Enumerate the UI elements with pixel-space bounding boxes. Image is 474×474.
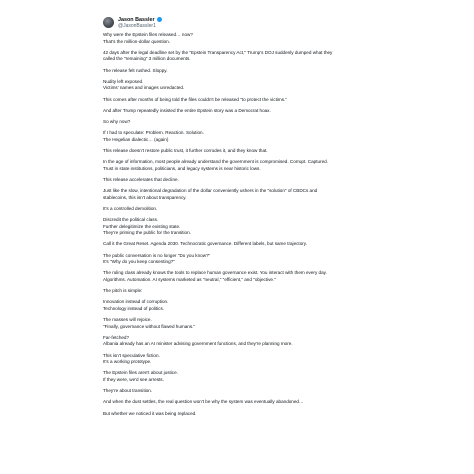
post-paragraph xyxy=(103,370,433,383)
post-text-line: If I had to speculate: Problem. Reaction. Solution. xyxy=(103,130,204,136)
post-text-line: If they were, we'd see arrests. xyxy=(103,377,164,383)
post-paragraph xyxy=(103,399,433,406)
post-paragraph xyxy=(103,317,433,330)
post-paragraph xyxy=(103,32,433,45)
post-text-line: Far-fetched? xyxy=(103,334,130,340)
post-text-line: They're about transition. xyxy=(103,388,153,394)
avatar[interactable] xyxy=(103,17,114,28)
post-paragraph xyxy=(103,288,433,295)
post-text-line: It's a controlled demolition. xyxy=(103,205,158,211)
post-text-line: Victims' names and images unredacted. xyxy=(103,85,185,91)
post-text-line: The public conversation is no longer "Do you know?" xyxy=(103,252,211,258)
post-paragraph xyxy=(103,270,433,283)
post-text-line: Just like the slow, intentional degradation of the dollar conveniently ushers in the "solution" of CBDCs and xyxy=(103,188,318,194)
post-paragraph xyxy=(103,335,433,348)
post-text-line: That's the million-dollar question. xyxy=(103,38,171,44)
display-name[interactable]: Jason Bassler xyxy=(118,16,155,23)
post-text-line: It's a working prototype. xyxy=(103,359,152,365)
post-paragraph xyxy=(103,217,433,237)
post-text-line: Discredit the political class. xyxy=(103,217,159,222)
post-text-line: And after Trump repeatedly insisted the entire Epstein story was a Democrat hoax. xyxy=(103,107,271,113)
post-paragraph xyxy=(103,50,433,63)
post-paragraph xyxy=(103,353,433,366)
post-paragraph xyxy=(103,253,433,266)
post-text-line: called the "remaining" 3 million documents. xyxy=(103,56,191,62)
post-text-line: But whether we noticed it was being replaced. xyxy=(103,410,197,416)
post-text-line: 42 days after the legal deadline set by the "Epstein Transparency Act," Trump's DOJ suddenly dumped what they xyxy=(103,49,333,55)
post-text-line: stablecoins, this isn't about transparency. xyxy=(103,194,187,200)
post-text-line: This release doesn't restore public trust, it further corrodes it, and they know that. xyxy=(103,147,268,153)
post-paragraph xyxy=(103,119,433,126)
post-text-line: This isn't speculative fiction. xyxy=(103,352,160,358)
post-paragraph xyxy=(103,97,433,104)
verified-badge-icon xyxy=(157,17,162,22)
post-text-line: The pitch is simple: xyxy=(103,288,143,294)
post-paragraph xyxy=(103,299,433,312)
post-text-line: And when the dust settles, the real question won't be why the system was eventually abandoned… xyxy=(103,399,304,405)
post-text-line: Technology instead of politics. xyxy=(103,305,165,311)
author-names xyxy=(118,17,162,29)
post-text-line: This comes after months of being told the files couldn't be released "to protect the victims." xyxy=(103,96,287,102)
post-paragraph xyxy=(103,79,433,92)
post-text-line: In the age of information, most people already understand the government is compromised. Corrupt. Captured. xyxy=(103,159,328,165)
post-paragraph xyxy=(103,188,433,201)
post-text-line: Albania already has an AI minister advising government functions, and they're planning more. xyxy=(103,341,293,347)
post-paragraph xyxy=(103,411,433,418)
post-text-line: Nudity left exposed. xyxy=(103,78,144,84)
post-text-line: The Epstein files aren't about justice. xyxy=(103,370,178,376)
post-paragraph xyxy=(103,177,433,184)
post-paragraph xyxy=(103,148,433,155)
post-paragraph xyxy=(103,206,433,213)
post-paragraph xyxy=(103,130,433,143)
post-paragraph xyxy=(103,241,433,248)
post-text-line: "Finally, governance without flawed humans." xyxy=(103,323,196,329)
post-body xyxy=(103,32,433,417)
post-text-line: Further delegitimize the existing state. xyxy=(103,223,181,229)
post-text-line: The release felt rushed. Sloppy. xyxy=(103,67,168,73)
post-text-line: Innovation instead of corruption. xyxy=(103,299,169,305)
post-text-line: The Hegelian dialectic… (again) xyxy=(103,136,169,142)
post-text-line: This release accelerates that decline. xyxy=(103,176,179,182)
user-handle[interactable]: @JasonBassler1 xyxy=(118,22,156,29)
post-text-line: Call it the Great Reset. Agenda 2030. Technocratic governance. Different labels, but same trajectory. xyxy=(103,241,308,247)
post-paragraph xyxy=(103,108,433,115)
post-text-line: It's "Why do you keep consenting?" xyxy=(103,259,175,265)
post-header xyxy=(103,16,433,29)
post xyxy=(103,16,433,422)
post-text-line: They're priming the public for the transition. xyxy=(103,230,191,236)
post-text-line: The masses will rejoice. xyxy=(103,317,152,323)
post-text-line: So why now? xyxy=(103,118,131,124)
post-text-line: Why were the Epstein files released… now? xyxy=(103,32,193,37)
post-paragraph xyxy=(103,159,433,172)
post-text-line: Algorithms. Automation. AI systems marketed as "neutral," "efficient," and "objective." xyxy=(103,276,276,282)
post-text-line: The ruling class already knows the tools to replace human governance exist. You interact with them every day. xyxy=(103,270,327,276)
post-paragraph xyxy=(103,388,433,395)
post-text-line: Trust in state institutions, politicians, and legacy systems is near historic lows. xyxy=(103,165,261,171)
post-paragraph xyxy=(103,68,433,75)
